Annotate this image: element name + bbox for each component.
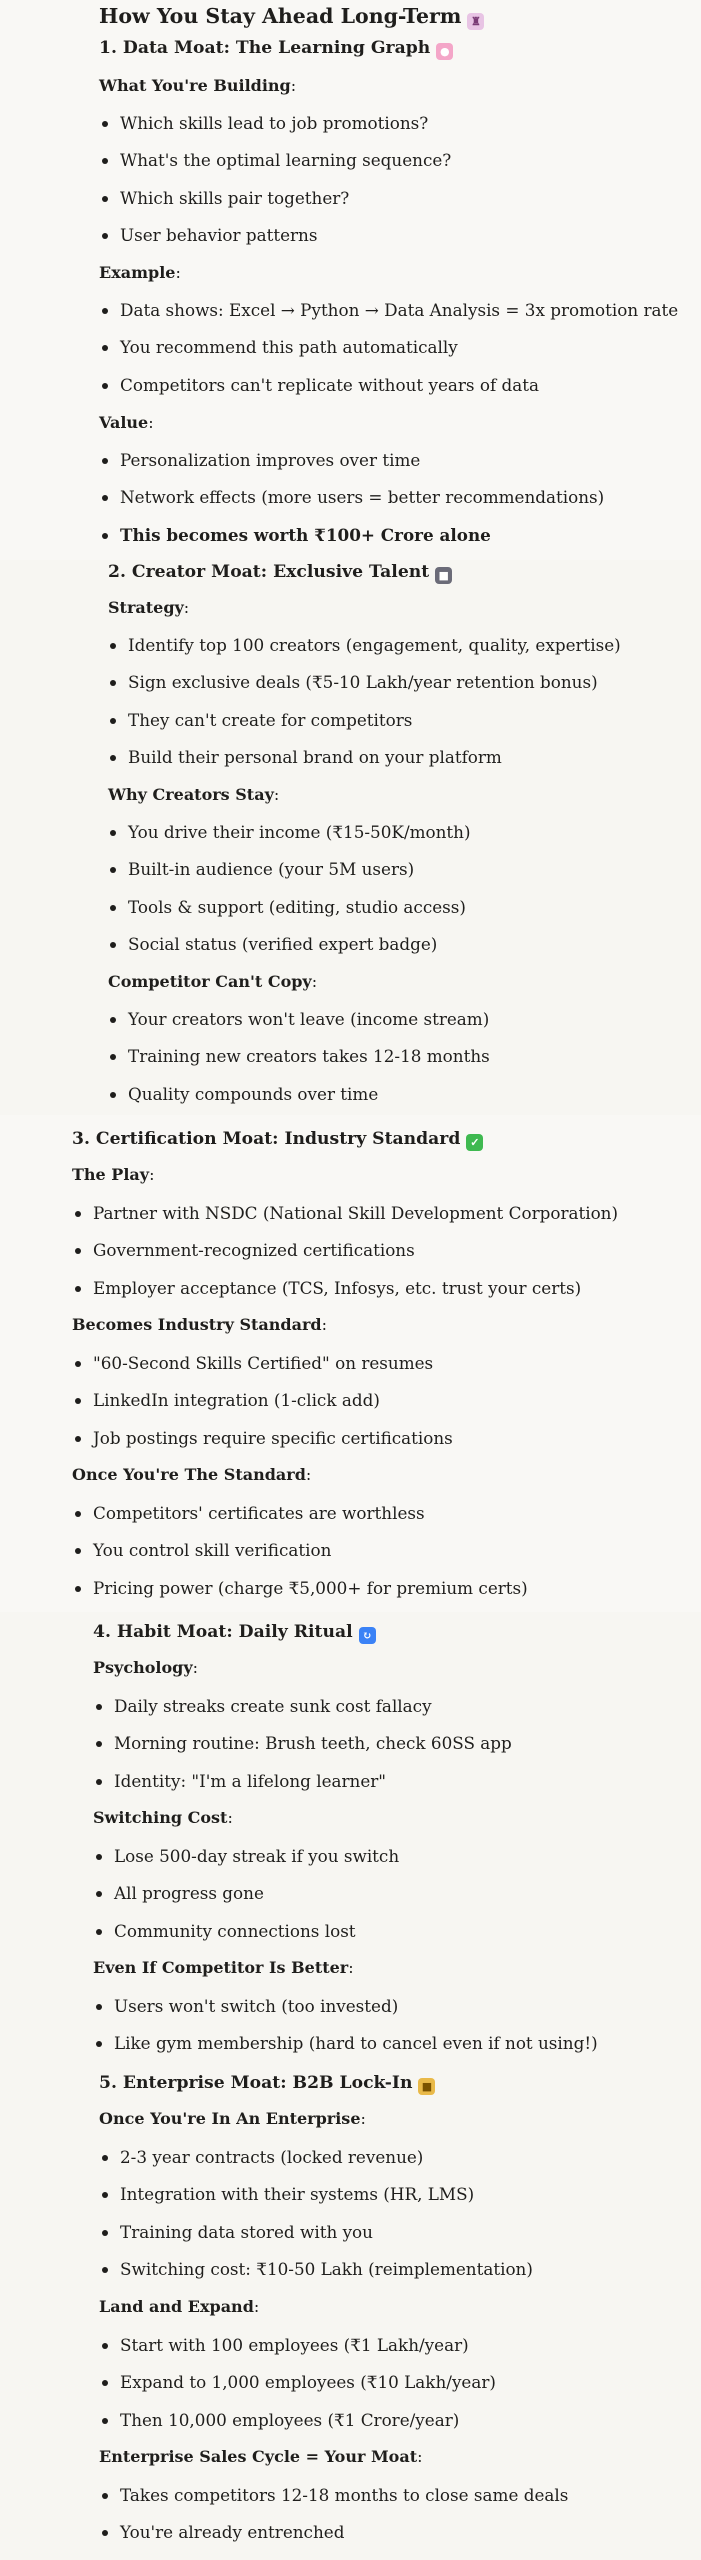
list-item: Switching cost: ₹10-50 Lakh (reimplementation) — [120, 2258, 533, 2295]
list-item: Employer acceptance (TCS, Infosys, etc. trust your certs) — [93, 1277, 618, 1314]
list-item: Start with 100 employees (₹1 Lakh/year) — [120, 2334, 496, 2371]
list-item: Partner with NSDC (National Skill Development Corporation) — [93, 1202, 618, 1239]
group-label: Competitor Can't Copy: — [108, 972, 318, 991]
list-item: Sign exclusive deals (₹5-10 Lakh/year retention bonus) — [128, 671, 621, 708]
list-item: User behavior patterns — [120, 224, 451, 261]
list-item: Data shows: Excel → Python → Data Analysis = 3x promotion rate — [120, 299, 678, 336]
list-item: Government-recognized certifications — [93, 1239, 618, 1276]
list-item: "60-Second Skills Certified" on resumes — [93, 1352, 453, 1389]
group-label: Enterprise Sales Cycle = Your Moat: — [99, 2447, 423, 2466]
bullet-list — [128, 634, 621, 784]
list-item: Personalization improves over time — [120, 449, 604, 486]
list-item: Identity: "I'm a lifelong learner" — [114, 1770, 512, 1807]
bullet-list — [120, 299, 678, 411]
list-item: Job postings require specific certifications — [93, 1427, 453, 1464]
list-item: 2-3 year contracts (locked revenue) — [120, 2146, 533, 2183]
list-item: Identify top 100 creators (engagement, quality, expertise) — [128, 634, 621, 671]
list-item: Quality compounds over time — [128, 1083, 490, 1120]
group-label: Strategy: — [108, 598, 190, 617]
list-item: Build their personal brand on your platform — [128, 746, 621, 783]
group-label: The Play: — [72, 1165, 155, 1184]
section-heading: 2. Creator Moat: Exclusive Talent ■ — [108, 560, 452, 584]
list-item: Your creators won't leave (income stream) — [128, 1008, 490, 1045]
bullet-list — [120, 112, 451, 262]
list-item: Expand to 1,000 employees (₹10 Lakh/year) — [120, 2371, 496, 2408]
bullet-list — [128, 1008, 490, 1120]
list-item: Daily streaks create sunk cost fallacy — [114, 1695, 512, 1732]
bullet-list — [93, 1202, 618, 1314]
list-item: This becomes worth ₹100+ Crore alone — [120, 524, 604, 561]
list-item: Community connections lost — [114, 1920, 399, 1957]
list-item: Like gym membership (hard to cancel even if not using!) — [114, 2032, 598, 2069]
section-creator-moat — [0, 560, 701, 1115]
group-label: What You're Building: — [99, 76, 297, 95]
list-item: Tools & support (editing, studio access) — [128, 896, 471, 933]
list-item: Built-in audience (your 5M users) — [128, 858, 471, 895]
group-label: Once You're The Standard: — [72, 1465, 312, 1484]
section-habit-and-enterprise-moat — [0, 1612, 701, 2560]
group-label: Psychology: — [93, 1658, 199, 1677]
group-label: Value: — [99, 413, 154, 432]
section-heading: 3. Certification Moat: Industry Standard ✓ — [72, 1127, 483, 1151]
repeat-icon: ↻ — [359, 1627, 376, 1644]
group-label: Land and Expand: — [99, 2297, 260, 2316]
bullet-list — [114, 1995, 598, 2070]
list-item: Network effects (more users = better recommendations) — [120, 486, 604, 523]
bullet-list — [93, 1502, 528, 1614]
list-item: You recommend this path automatically — [120, 336, 678, 373]
list-item: You drive their income (₹15-50K/month) — [128, 821, 471, 858]
list-item: Which skills pair together? — [120, 187, 451, 224]
brain-icon: ● — [436, 43, 453, 60]
group-label: Once You're In An Enterprise: — [99, 2109, 366, 2128]
list-item: You're already entrenched — [120, 2521, 568, 2558]
group-label: Example: — [99, 263, 181, 282]
bullet-list — [93, 1352, 453, 1464]
section-certification-moat — [0, 1115, 701, 1612]
clapper-board-icon: ■ — [435, 567, 452, 584]
list-item: LinkedIn integration (1-click add) — [93, 1389, 453, 1426]
page-title-text: How You Stay Ahead Long-Term — [99, 4, 462, 28]
lock-icon: ■ — [418, 2078, 435, 2095]
list-item: What's the optimal learning sequence? — [120, 149, 451, 186]
bullet-list — [120, 2146, 533, 2296]
section-data-moat — [0, 0, 701, 560]
bullet-list — [128, 821, 471, 971]
list-item: Training data stored with you — [120, 2221, 533, 2258]
list-item: Then 10,000 employees (₹1 Crore/year) — [120, 2409, 496, 2446]
list-item: Users won't switch (too invested) — [114, 1995, 598, 2032]
bullet-list — [120, 2334, 496, 2446]
bullet-list — [120, 2484, 568, 2559]
group-label: Becomes Industry Standard: — [72, 1315, 327, 1334]
section-heading: 1. Data Moat: The Learning Graph ● — [99, 36, 453, 60]
bullet-list — [114, 1845, 399, 1957]
group-label: Why Creators Stay: — [108, 785, 280, 804]
section-heading: 5. Enterprise Moat: B2B Lock-In ■ — [99, 2071, 435, 2095]
section-heading: 4. Habit Moat: Daily Ritual ↻ — [93, 1620, 376, 1644]
list-item: Training new creators takes 12-18 months — [128, 1045, 490, 1082]
list-item: Which skills lead to job promotions? — [120, 112, 451, 149]
list-item: You control skill verification — [93, 1539, 528, 1576]
check-mark-icon: ✓ — [466, 1134, 483, 1151]
list-item: They can't create for competitors — [128, 709, 621, 746]
list-item: Integration with their systems (HR, LMS) — [120, 2183, 533, 2220]
group-label: Even If Competitor Is Better: — [93, 1958, 354, 1977]
list-item: Morning routine: Brush teeth, check 60SS app — [114, 1732, 512, 1769]
list-item: Pricing power (charge ₹5,000+ for premium certs) — [93, 1577, 528, 1614]
list-item: Competitors can't replicate without years of data — [120, 374, 678, 411]
castle-icon: ♜ — [467, 13, 484, 30]
bullet-list — [114, 1695, 512, 1807]
bullet-list — [120, 449, 604, 561]
list-item: Lose 500-day streak if you switch — [114, 1845, 399, 1882]
list-item: Competitors' certificates are worthless — [93, 1502, 528, 1539]
list-item: Social status (verified expert badge) — [128, 933, 471, 970]
list-item: Takes competitors 12-18 months to close same deals — [120, 2484, 568, 2521]
list-item: All progress gone — [114, 1882, 399, 1919]
group-label: Switching Cost: — [93, 1808, 233, 1827]
